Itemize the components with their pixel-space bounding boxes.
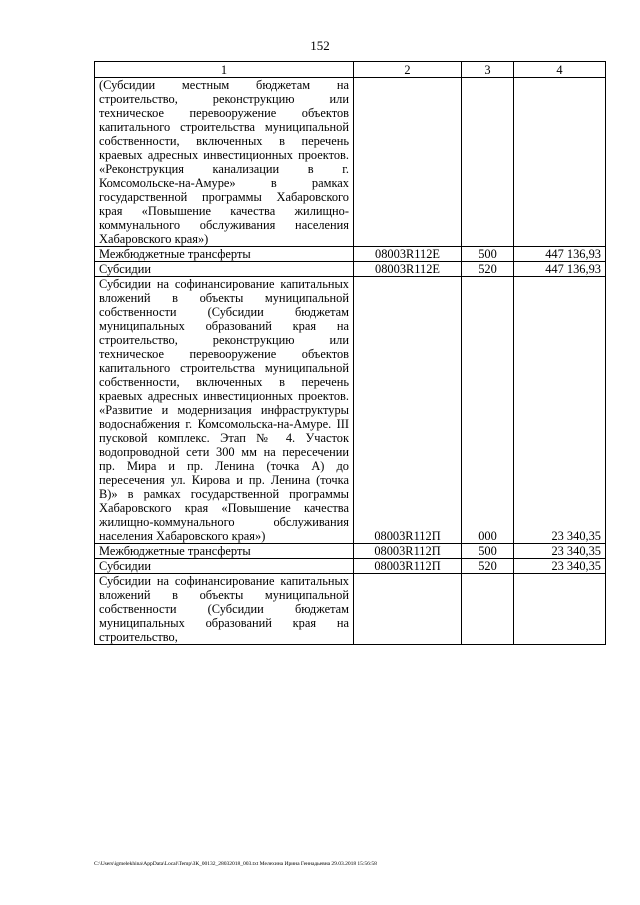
row-description: Субсидии bbox=[95, 262, 354, 277]
row-description: Субсидии на софинансирование капитальных вложений в объекты муниципальной собственности (Субсидии бюджетам муниципальных образований края на строительство, реконструкцию или техническое перевооружение объектов капитального строительства муниципальной собственности, включенных в перечень краевых адресных инвестиционных проектов. «Развитие и модернизация инфраструктуры водоснабжения г. Комсомольска-на-Амуре. III пусковой комплекс. Этап № 4. Участок водопроводной сети 300 мм на пересечении пр. Мира и пр. Ленина (точка А) до пересечения ул. Кирова и пр. Ленина (точка В)» в рамках государственной программы Хабаровского края «Повышение качества жилищно-коммунального обслуживания населения Хабаровского края») bbox=[95, 277, 354, 544]
row-amount bbox=[514, 78, 606, 247]
row-target-code bbox=[354, 574, 462, 645]
row-target-code: 08003R112П bbox=[354, 544, 462, 559]
row-expense-type: 500 bbox=[462, 544, 514, 559]
table-row bbox=[95, 262, 606, 277]
row-amount: 447 136,93 bbox=[514, 247, 606, 262]
column-header-4: 4 bbox=[514, 62, 606, 78]
row-amount: 23 340,35 bbox=[514, 277, 606, 544]
row-description: Субсидии на софинансирование капитальных вложений в объекты муниципальной собственности (Субсидии бюджетам муниципальных образований края на строительство, bbox=[95, 574, 354, 645]
column-header-2: 2 bbox=[354, 62, 462, 78]
table-row bbox=[95, 544, 606, 559]
column-header-3: 3 bbox=[462, 62, 514, 78]
row-target-code: 08003R112E bbox=[354, 262, 462, 277]
document-footer-path: C:\Users\igmelekhina\AppData\Local\Temp\ЗК_00132_28032018_003.txt Мелехина Ирина Геннадьевна 29.03.2018 15:56:58 bbox=[94, 861, 377, 867]
table-header-row bbox=[95, 62, 606, 78]
row-target-code: 08003R112E bbox=[354, 247, 462, 262]
row-expense-type bbox=[462, 574, 514, 645]
row-description: Межбюджетные трансферты bbox=[95, 247, 354, 262]
row-target-code: 08003R112П bbox=[354, 559, 462, 574]
table-row bbox=[95, 574, 606, 645]
table-row bbox=[95, 277, 606, 544]
table-row bbox=[95, 247, 606, 262]
column-header-1: 1 bbox=[95, 62, 354, 78]
row-target-code bbox=[354, 78, 462, 247]
row-expense-type: 520 bbox=[462, 559, 514, 574]
row-description: (Субсидии местным бюджетам на строительство, реконструкцию или техническое перевооружение объектов капитального строительства муниципальной собственности, включенных в перечень краевых адресных инвестиционных проектов. «Реконструкция канализации в г. Комсомольске-на-Амуре» в рамках государственной программы Хабаровского края «Повышение качества жилищно-коммунального обслуживания населения Хабаровского края») bbox=[95, 78, 354, 247]
row-amount: 23 340,35 bbox=[514, 544, 606, 559]
row-amount: 23 340,35 bbox=[514, 559, 606, 574]
budget-table bbox=[94, 61, 606, 645]
row-expense-type: 520 bbox=[462, 262, 514, 277]
row-target-code: 08003R112П bbox=[354, 277, 462, 544]
row-expense-type: 000 bbox=[462, 277, 514, 544]
table-row bbox=[95, 78, 606, 247]
row-amount bbox=[514, 574, 606, 645]
row-description: Субсидии bbox=[95, 559, 354, 574]
row-description: Межбюджетные трансферты bbox=[95, 544, 354, 559]
row-expense-type: 500 bbox=[462, 247, 514, 262]
row-expense-type bbox=[462, 78, 514, 247]
table-row bbox=[95, 559, 606, 574]
page-number: 152 bbox=[310, 38, 330, 53]
row-amount: 447 136,93 bbox=[514, 262, 606, 277]
